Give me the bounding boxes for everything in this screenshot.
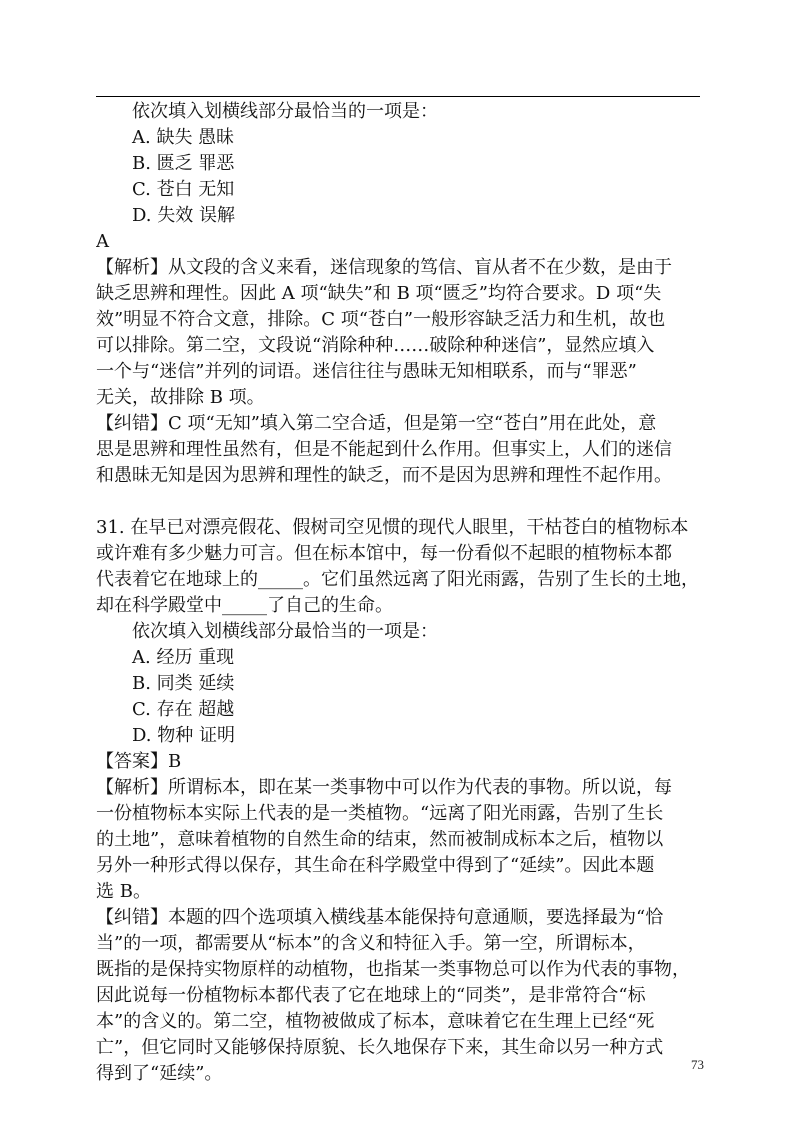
q31-stem-line: 或许难有多少魅力可言。但在标本馆中，每一份看似不起眼的植物标本都 <box>96 543 672 564</box>
q31-option-c: C. 存在 超越 <box>132 699 235 720</box>
q31-correction-line: 既指的是保持实物原样的动植物，也指某一类事物总可以作为代表的事物， <box>96 959 690 980</box>
q31-correction-line: 【纠错】本题的四个选项填入横线基本能保持句意通顺，要选择最为“恰 <box>96 907 664 928</box>
q31-correction-line: 当”的一项，都需要从“标本”的含义和特征入手。第一空，所谓标本， <box>96 933 646 954</box>
q31-analysis-line: 的土地”，意味着植物的自然生命的结束，然而被制成标本之后，植物以 <box>96 829 664 850</box>
q31-stem-line: 却在科学殿堂中_____了自己的生命。 <box>96 595 393 616</box>
q31-correction-line: 得到了“延续”。 <box>96 1063 223 1084</box>
q31-stem-line: 31. 在早已对漂亮假花、假树司空见惯的现代人眼里，干枯苍白的植物标本 <box>96 517 689 538</box>
q31-option-b: B. 同类 延续 <box>132 673 235 694</box>
q31-analysis-line: 选 B。 <box>96 881 151 902</box>
q30-option-a: A. 缺失 愚昧 <box>132 127 235 148</box>
q30-analysis-line: 效”明显不符合文意，排除。C 项“苍白”一般形容缺乏活力和生机，故也 <box>96 309 666 330</box>
page-content <box>96 99 700 1087</box>
q30-correction-line: 【纠错】C 项“无知”填入第二空合适，但是第一空“苍白”用在此处，意 <box>96 413 657 434</box>
spacer <box>96 489 700 515</box>
page-number: 73 <box>691 1057 704 1072</box>
q30-answer: A <box>96 231 109 252</box>
header-rule <box>96 96 700 97</box>
q31-analysis-line: 【解析】所谓标本，即在某一类事物中可以作为代表的事物。所以说，每 <box>96 777 672 798</box>
q31-correction-line: 亡”，但它同时又能够保持原貌、长久地保存下来，其生命以另一种方式 <box>96 1037 664 1058</box>
q31-option-d: D. 物种 证明 <box>132 725 235 746</box>
q31-answer: 【答案】B <box>96 751 182 772</box>
q30-option-b: B. 匮乏 罪恶 <box>132 153 235 174</box>
q31-prompt: 依次填入划横线部分最恰当的一项是： <box>132 621 438 642</box>
q30-correction-line: 和愚昧无知是因为思辨和理性的缺乏，而不是因为思辨和理性不起作用。 <box>96 465 672 486</box>
q30-option-c: C. 苍白 无知 <box>132 179 235 200</box>
q30-analysis-line: 无关，故排除 B 项。 <box>96 387 265 408</box>
q31-correction-line: 本”的含义的。第二空，植物被做成了标本，意味着它在生理上已经“死 <box>96 1011 655 1032</box>
q30-analysis-line: 缺乏思辨和理性。因此 A 项“缺失”和 B 项“匮乏”均符合要求。D 项“失 <box>96 283 662 304</box>
q30-correction-line: 思是思辨和理性虽然有，但是不能起到什么作用。但事实上，人们的迷信 <box>96 439 672 460</box>
q30-analysis-line: 【解析】从文段的含义来看，迷信现象的笃信、盲从者不在少数，是由于 <box>96 257 672 278</box>
q30-prompt: 依次填入划横线部分最恰当的一项是： <box>132 101 438 122</box>
q31-analysis-line: 一份植物标本实际上代表的是一类植物。“远离了阳光雨露，告别了生长 <box>96 803 664 824</box>
q30-analysis-line: 可以排除。第二空，文段说“消除种种……破除种种迷信”，显然应填入 <box>96 335 655 356</box>
q30-analysis-line: 一个与“迷信”并列的词语。迷信往往与愚昧无知相联系，而与“罪恶” <box>96 361 637 382</box>
q30-option-d: D. 失效 误解 <box>132 205 235 226</box>
q31-analysis-line: 另外一种形式得以保存，其生命在科学殿堂中得到了“延续”。因此本题 <box>96 855 655 876</box>
q31-stem-line: 代表着它在地球上的_____。它们虽然远离了阳光雨露，告别了生长的土地， <box>96 569 699 590</box>
q31-correction-line: 因此说每一份植物标本都代表了它在地球上的“同类”，是非常符合“标 <box>96 985 646 1006</box>
q31-option-a: A. 经历 重现 <box>132 647 235 668</box>
